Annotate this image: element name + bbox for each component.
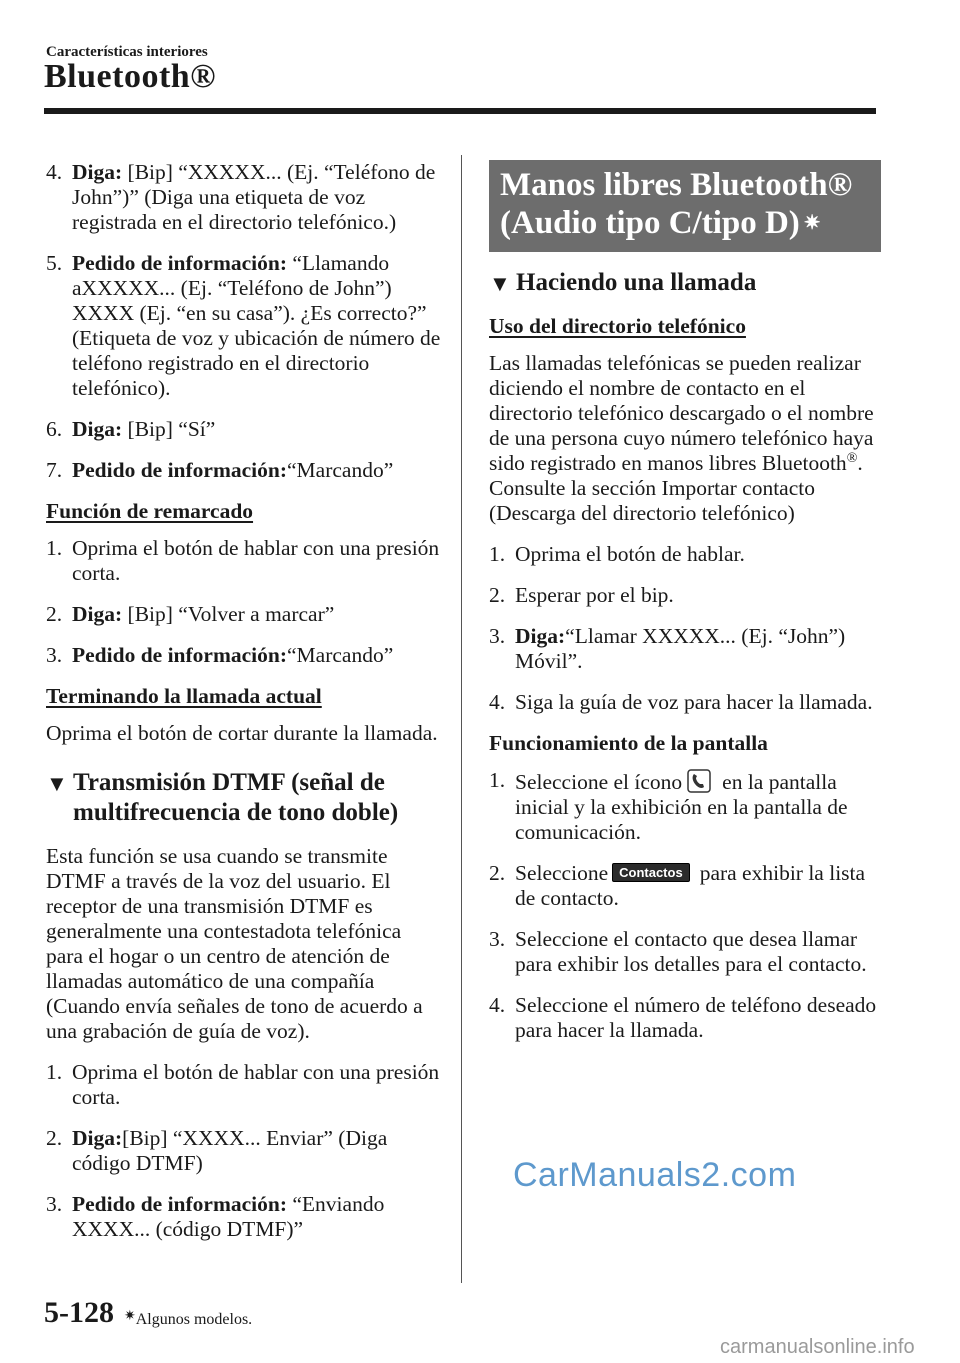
redial-steps-list xyxy=(46,536,442,668)
list-item xyxy=(489,624,881,674)
list-item xyxy=(46,1060,442,1110)
dtmf-description: Esta función se usa cuando se transmite DTMF a través de la voz del usuario. El receptor de una transmisión DTMF es generalmente una contestadota telefónica para el hogar o un centro de atención de llamadas automático de una compañía (Cuando envía señales de tono de acuerdo a una grabación de guía de voz). xyxy=(46,844,423,1043)
list-item xyxy=(46,458,442,483)
item-number: 3. xyxy=(46,643,63,667)
redial-heading: Función de remarcado xyxy=(46,499,254,523)
item-label: Pedido de información: xyxy=(72,643,287,667)
triangle-bullet-icon: ▼ xyxy=(46,771,68,796)
list-item xyxy=(489,993,881,1043)
left-column xyxy=(46,160,442,1258)
dtmf-steps-list xyxy=(46,1060,442,1242)
end-call-text: Oprima el botón de cortar durante la llamada. xyxy=(46,721,438,745)
item-text: “Enviando XXXX... (código DTMF)” xyxy=(72,1192,385,1241)
item-label: Pedido de información: xyxy=(72,251,287,275)
list-item xyxy=(46,1192,442,1242)
dtmf-heading-text: Transmisión DTMF (señal de multifrecuencia de tono doble) xyxy=(73,769,399,826)
item-text: [Bip] “Volver a marcar” xyxy=(122,602,335,626)
directory-text-a: Las llamadas telefónicas se pueden realizar diciendo el nombre de contacto en el directorio telefónico descargado o el nombre de una persona cuyo número telefónico haya sido registrado en manos libres Bluetooth xyxy=(489,351,874,475)
item-label: Diga: xyxy=(72,1126,123,1150)
carmanuals-watermark: CarManuals2.com xyxy=(513,1156,797,1194)
item-text: para exhibir la lista de contacto. xyxy=(515,861,866,910)
item-label: Diga: xyxy=(72,160,123,184)
item-number: 6. xyxy=(46,417,63,441)
list-item xyxy=(489,690,881,715)
header-rule xyxy=(44,108,876,114)
directory-text-b: . Consulte la sección Importar contacto (Descarga del directorio telefónico) xyxy=(489,451,863,525)
item-number: 4. xyxy=(489,690,506,714)
item-number: 5. xyxy=(46,251,63,275)
item-text: “Llamando aXXXXX... (Ej. “Teléfono de John”) XXXX (Ej. “en su casa”). ¿Es correcto?” (Etiqueta de voz y ubicación de número de teléfono registrado en el directorio telefónico). xyxy=(72,251,441,400)
item-text: [Bip] “Sí” xyxy=(122,417,216,441)
item-number: 7. xyxy=(46,458,63,482)
item-text: “Marcando” xyxy=(287,458,394,482)
end-call-heading: Terminando la llamada actual xyxy=(46,684,322,708)
item-label: Diga: xyxy=(72,602,123,626)
item-number: 1. xyxy=(489,768,506,792)
item-number: 2. xyxy=(489,583,506,607)
item-number: 1. xyxy=(46,1060,63,1084)
item-text: Oprima el botón de hablar con una presión corta. xyxy=(72,536,440,585)
item-number: 1. xyxy=(489,542,506,566)
screen-operation-heading: Funcionamiento de la pantalla xyxy=(489,731,768,755)
triangle-bullet-icon: ▼ xyxy=(489,271,511,296)
page-number: 5-128 xyxy=(44,1296,114,1329)
footnote xyxy=(124,1308,252,1329)
item-number: 2. xyxy=(46,1126,63,1150)
item-text: Seleccione el contacto que desea llamar para exhibir los detalles para el contacto. xyxy=(515,927,867,976)
list-item xyxy=(489,583,881,608)
list-item xyxy=(46,160,442,235)
item-label: Pedido de información: xyxy=(72,458,287,482)
call-heading xyxy=(489,268,881,298)
list-item xyxy=(46,536,442,586)
list-item xyxy=(489,768,881,845)
item-label: Diga: xyxy=(72,417,123,441)
phone-icon xyxy=(686,768,712,794)
section-banner xyxy=(489,160,881,252)
item-text: Seleccione xyxy=(515,861,609,885)
item-text: Oprima el botón de hablar con una presión corta. xyxy=(72,1060,440,1109)
list-item xyxy=(46,602,442,627)
item-text: Esperar por el bip. xyxy=(515,583,674,607)
section-label: Características interiores xyxy=(46,44,208,60)
directory-heading: Uso del directorio telefónico xyxy=(489,314,746,338)
item-text: Seleccione el ícono xyxy=(515,770,683,794)
page-title: Bluetooth® xyxy=(44,58,217,95)
online-watermark: carmanualsonline.info xyxy=(720,1336,915,1358)
item-number: 1. xyxy=(46,536,63,560)
item-number: 4. xyxy=(46,160,63,184)
item-text: “Llamar XXXXX... (Ej. “John”) Móvil”. xyxy=(515,624,846,673)
voice-steps-list xyxy=(46,160,442,483)
item-label: Pedido de información: xyxy=(72,1192,287,1216)
item-number: 3. xyxy=(46,1192,63,1216)
item-number: 3. xyxy=(489,927,506,951)
directory-text xyxy=(489,351,881,526)
list-item xyxy=(489,927,881,977)
banner-line-2 xyxy=(500,204,869,242)
column-divider xyxy=(461,155,462,1283)
item-number: 2. xyxy=(489,861,506,885)
item-number: 3. xyxy=(489,624,506,648)
item-text: Siga la guía de voz para hacer la llamada. xyxy=(515,690,873,714)
contacts-button: Contactos xyxy=(612,863,690,882)
footnote-text: Algunos modelos. xyxy=(135,1311,253,1328)
asterisk-star-icon: ✷ xyxy=(803,212,821,234)
list-item xyxy=(46,251,442,401)
item-text: Seleccione el número de teléfono deseado para hacer la llamada. xyxy=(515,993,877,1042)
list-item xyxy=(46,417,442,442)
call-heading-text: Haciendo una llamada xyxy=(516,269,757,296)
item-text: “Marcando” xyxy=(287,643,394,667)
asterisk-star-icon: ✷ xyxy=(124,1309,136,1324)
registered-mark: ® xyxy=(846,450,858,466)
list-item xyxy=(489,861,881,911)
list-item xyxy=(46,643,442,668)
list-item xyxy=(46,1126,442,1176)
right-column xyxy=(489,160,881,1059)
item-text: Oprima el botón de hablar. xyxy=(515,542,745,566)
item-number: 4. xyxy=(489,993,506,1017)
item-label: Diga: xyxy=(515,624,566,648)
item-number: 2. xyxy=(46,602,63,626)
banner-line-1: Manos libres Bluetooth® xyxy=(500,167,853,203)
banner-line-2-text: (Audio tipo C/tipo D) xyxy=(500,205,800,241)
item-text: [Bip] “XXXX... Enviar” (Diga código DTMF) xyxy=(72,1126,388,1175)
list-item xyxy=(489,542,881,567)
dtmf-heading xyxy=(46,768,442,828)
call-steps-list xyxy=(489,542,881,715)
item-text: [Bip] “XXXXX... (Ej. “Teléfono de John”)” (Diga una etiqueta de voz registrada en el directorio telefónico.) xyxy=(72,160,436,234)
item-text: en la pantalla inicial y la exhibición en la pantalla de comunicación. xyxy=(515,770,848,844)
screen-steps-list xyxy=(489,768,881,1043)
